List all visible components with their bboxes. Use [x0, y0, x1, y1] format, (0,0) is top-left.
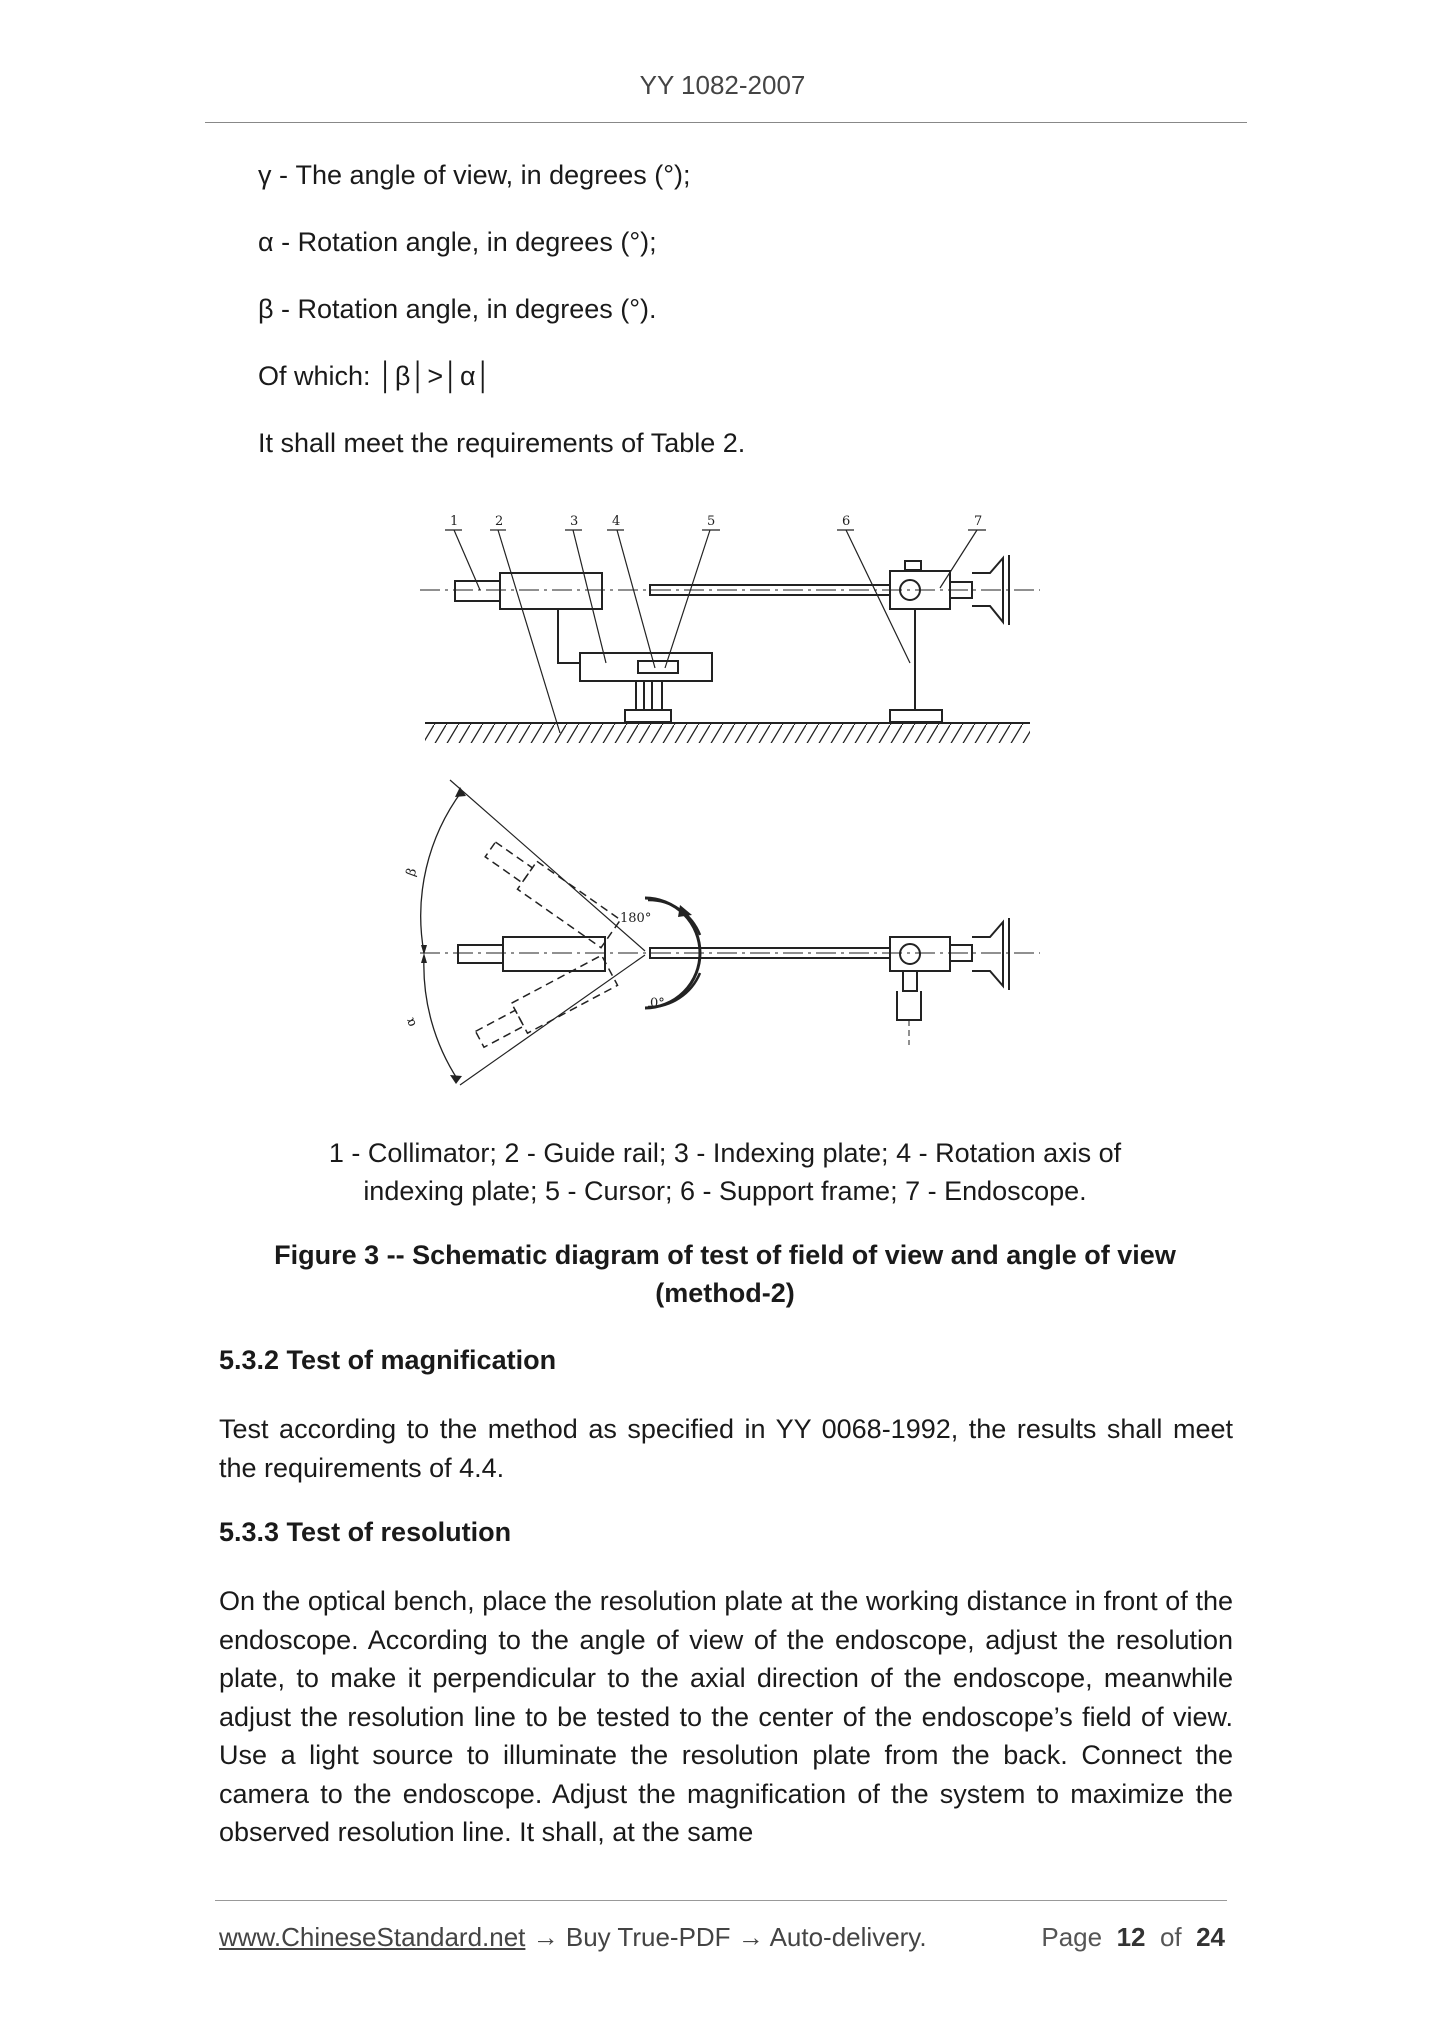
section-heading-magnification: 5.3.2 Test of magnification [219, 1345, 557, 1375]
definition-gamma: γ - The angle of view, in degrees (°); [258, 160, 691, 190]
beta-angle-label: β [403, 866, 421, 879]
page-current: 12 [1116, 1922, 1146, 1952]
label-5: 5 [707, 514, 716, 529]
definition-beta: β - Rotation angle, in degrees (°). [258, 294, 657, 324]
footer-rule [215, 1900, 1227, 1901]
definition-condition: Of which: │β│>│α│ [258, 361, 493, 391]
page-indicator [1041, 1922, 1225, 1953]
section-heading-resolution: 5.3.3 Test of resolution [219, 1517, 512, 1547]
figure-3-schematic [402, 505, 1050, 1095]
label-2: 2 [495, 514, 504, 529]
figure-legend: 1 - Collimator; 2 - Guide rail; 3 - Indexing plate; 4 - Rotation axis of indexing plate; 5 - Cursor; 6 - Support frame; 7 - Endoscope. [328, 1138, 1122, 1206]
section-body-magnification: Test according to the method as specified in YY 0068-1992, the results shall meet the requirements of 4.4. [219, 1414, 1233, 1483]
footer-left [219, 1922, 927, 1953]
top-view-assembly [420, 514, 1040, 733]
deg0-label: 0° [650, 996, 665, 1011]
definition-alpha: α - Rotation angle, in degrees (°); [258, 227, 657, 257]
header-rule [205, 122, 1247, 123]
page-total: 24 [1196, 1922, 1225, 1952]
of-label: of [1159, 1922, 1182, 1952]
table-requirement-line: It shall meet the requirements of Table 2. [258, 428, 746, 458]
label-4: 4 [612, 514, 621, 529]
section-body-resolution: On the optical bench, place the resolution plate at the working distance in front of the endoscope. According to the angle of view of the endoscope, adjust the resolution plate, to make it perpendicular to the axial direction of the endoscope, meanwhile adjust the resolution line to be tested to the center of the endoscope’s field of view. Use a light source to illuminate the resolution plate from the back. Connect the camera to the endoscope. Adjust the magnification of the system to maximize the observed resolution line. It shall, at the same [219, 1586, 1233, 1847]
label-3: 3 [570, 514, 579, 529]
document-header-code: YY 1082-2007 [639, 70, 806, 100]
website-link[interactable]: www.ChineseStandard.net [219, 1922, 526, 1952]
deg180-label: 180° [620, 911, 652, 926]
label-1: 1 [450, 514, 459, 529]
rotation-view-assembly [420, 780, 1040, 1085]
label-7: 7 [974, 514, 983, 529]
page-label: Page [1041, 1922, 1103, 1952]
ground-hatch [425, 723, 1030, 743]
figure-title: Figure 3 -- Schematic diagram of test of field of view and angle of view (method-2) [274, 1240, 1176, 1308]
alpha-angle-label: α [402, 1015, 420, 1029]
footer-tagline: → Buy True-PDF → Auto-delivery. [525, 1922, 927, 1952]
label-6: 6 [842, 514, 851, 529]
